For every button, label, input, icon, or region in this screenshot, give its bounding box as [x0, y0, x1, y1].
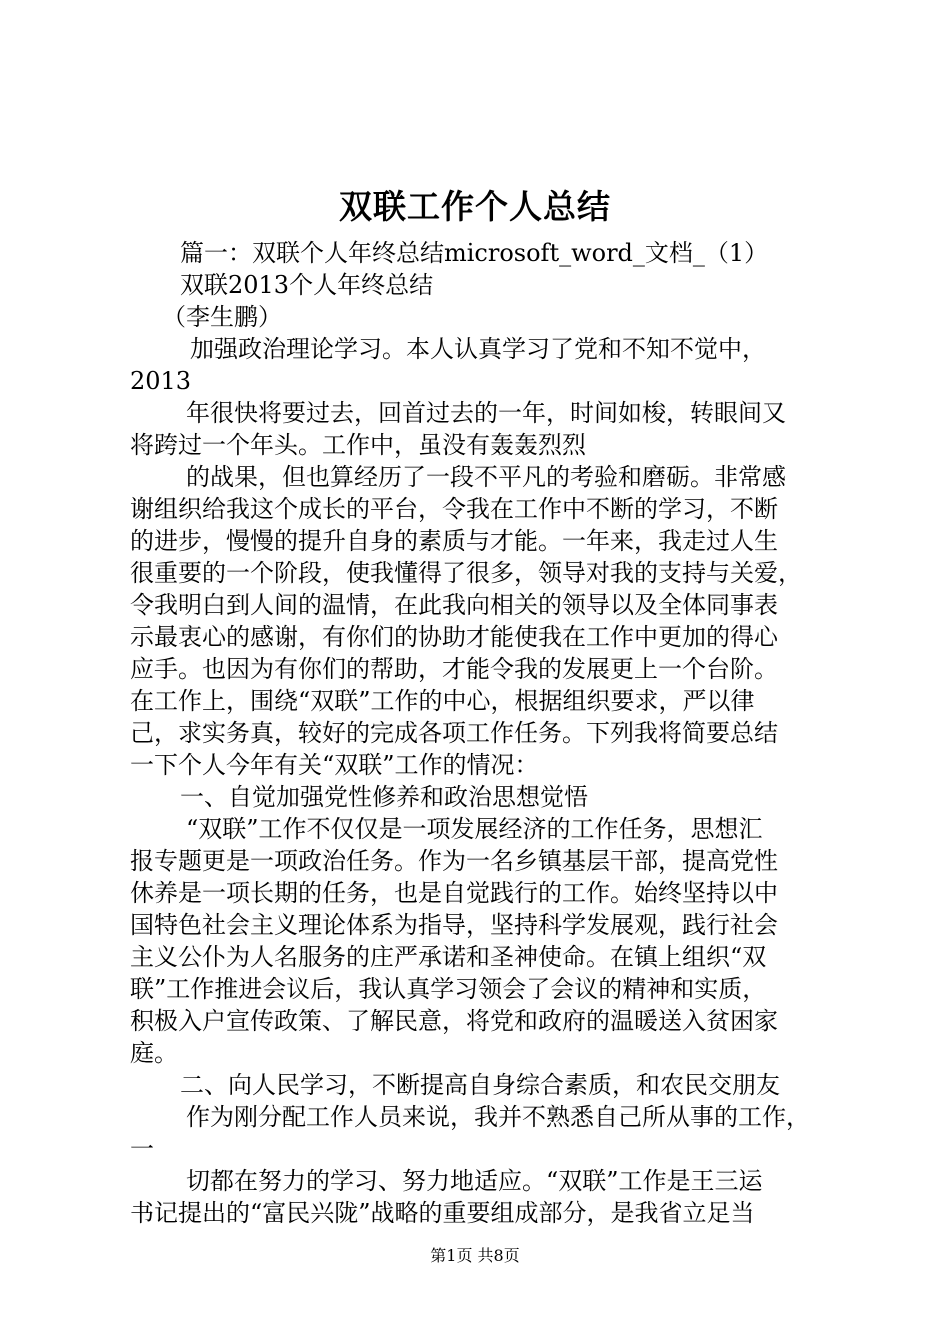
body-line: 作为刚分配工作人员来说，我并不熟悉自己所从事的工作， — [186, 1103, 810, 1131]
body-line: 2013 — [130, 367, 192, 395]
body-line: 休养是一项长期的任务，也是自觉践行的工作。始终坚持以中 — [130, 879, 778, 907]
body-line: 应手。也因为有你们的帮助，才能令我的发展更上一个台阶。 — [130, 655, 778, 683]
body-line: 在工作上，围绕“双联”工作的中心，根据组织要求，严以律 — [130, 687, 755, 715]
section-heading: 二、向人民学习，不断提高自身综合素质，和农民交朋友 — [180, 1071, 780, 1099]
document-body — [130, 237, 830, 1229]
body-line: 将跨过一个年头。工作中，虽没有轰轰烈烈 — [130, 431, 586, 459]
body-line: 双联2013个人年终总结 — [180, 271, 434, 299]
body-line: 谢组织给我这个成长的平台，令我在工作中不断的学习，不断 — [130, 495, 778, 523]
body-line: 一下个人今年有关“双联”工作的情况： — [130, 751, 539, 779]
body-line: （李生鹏） — [162, 303, 282, 331]
body-line: “双联”工作不仅仅是一项发展经济的工作任务，思想汇 — [186, 815, 763, 843]
body-line: 书记提出的“富民兴陇”战略的重要组成部分，是我省立足当 — [130, 1199, 755, 1227]
section-heading: 一、自觉加强党性修养和政治思想觉悟 — [180, 783, 588, 811]
body-line: 篇一：双联个人年终总结microsoft_word_文档_（1） — [180, 239, 769, 267]
body-line: 报专题更是一项政治任务。作为一名乡镇基层干部，提高党性 — [130, 847, 778, 875]
body-line: 己，求实务真，较好的完成各项工作任务。下列我将简要总结 — [130, 719, 778, 747]
body-line: 庭。 — [130, 1039, 178, 1067]
document-title: 双联工作个人总结 — [339, 187, 611, 226]
body-line: 的战果，但也算经历了一段不平凡的考验和磨砺。非常感 — [186, 463, 786, 491]
body-line: 很重要的一个阶段，使我懂得了很多，领导对我的支持与关爱， — [130, 559, 802, 587]
body-line: 的进步，慢慢的提升自身的素质与才能。一年来，我走过人生 — [130, 527, 778, 555]
page-footer: 第1页 共8页 — [430, 1246, 520, 1265]
body-line: 一 — [130, 1135, 154, 1163]
body-line: 积极入户宣传政策、了解民意，将党和政府的温暖送入贫困家 — [130, 1007, 778, 1035]
body-line: 联”工作推进会议后，我认真学习领会了会议的精神和实质， — [130, 975, 767, 1003]
body-line: 主义公仆为人名服务的庄严承诺和圣神使命。在镇上组织“双 — [130, 943, 767, 971]
body-line: 示最衷心的感谢，有你们的协助才能使我在工作中更加的得心 — [130, 623, 778, 651]
body-line: 国特色社会主义理论体系为指导，坚持科学发展观，践行社会 — [130, 911, 778, 939]
body-line: 加强政治理论学习。本人认真学习了党和不知不觉中， — [190, 335, 766, 363]
body-line: 年很快将要过去，回首过去的一年，时间如梭，转眼间又 — [186, 399, 786, 427]
body-line: 切都在努力的学习、努力地适应。“双联”工作是王三运 — [186, 1167, 763, 1195]
body-line: 令我明白到人间的温情，在此我向相关的领导以及全体同事表 — [130, 591, 778, 619]
